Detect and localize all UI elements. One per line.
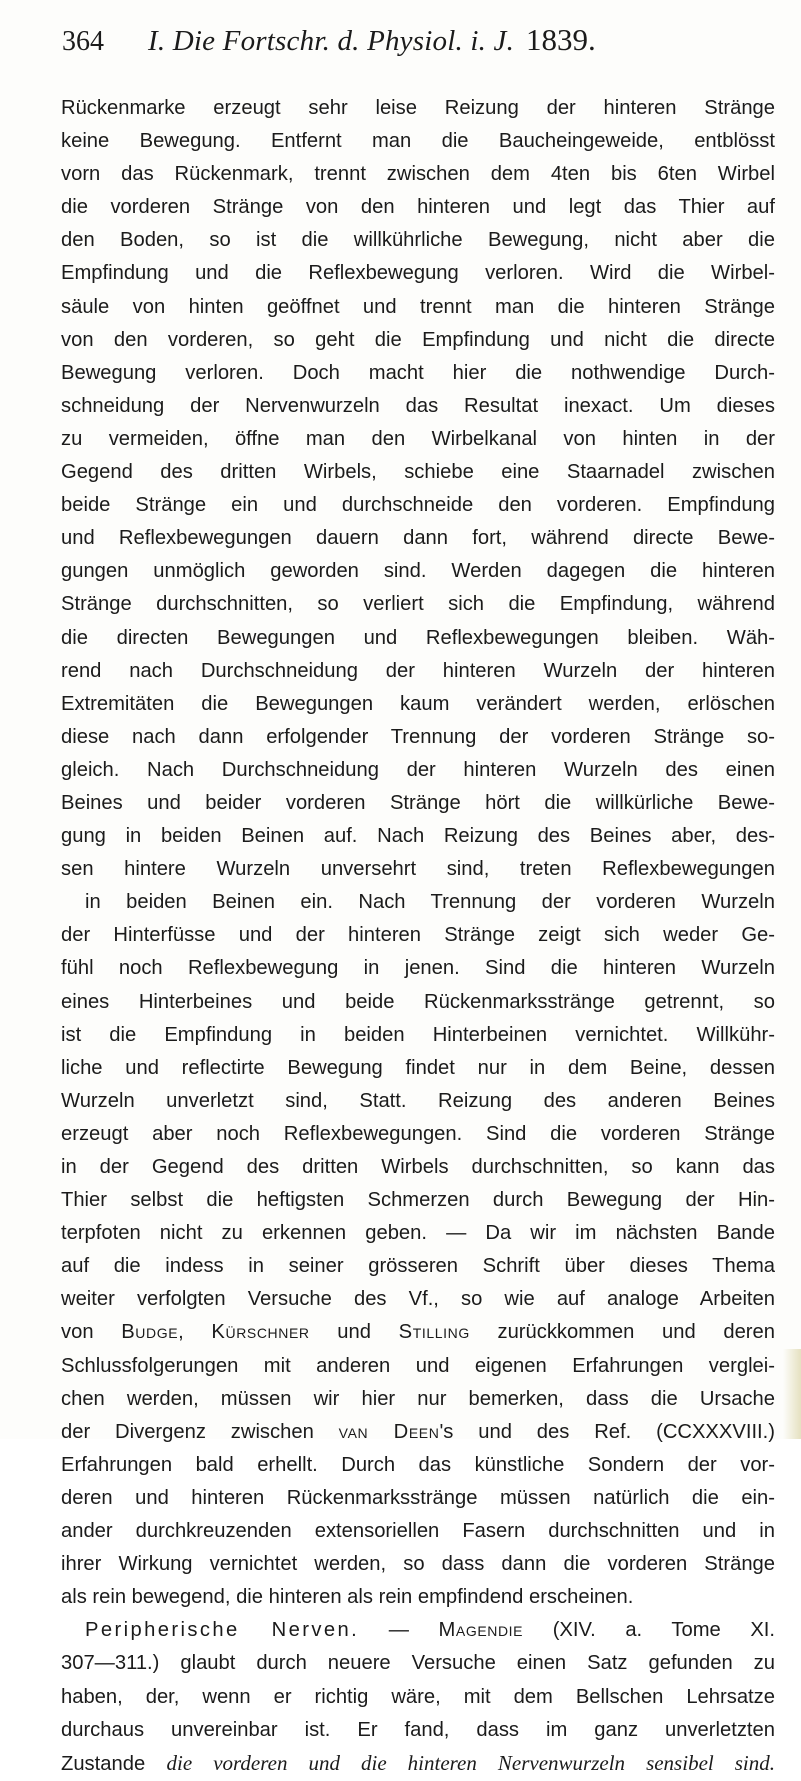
text-line: zu vermeiden, öffne man den Wirbelkanal von hinten in der [61,427,775,450]
text-line: durchaus unvereinbar ist. Er fand, dass im ganz unverletzten [61,1718,775,1741]
text-line: erzeugt aber noch Reflexbewegungen. Sind die vorderen Stränge [61,1122,775,1145]
text-line: weiter verfolgten Versuche des Vf., so wie auf analoge Arbeiten [61,1288,775,1311]
running-title: I. Die Fortschr. d. Physiol. i. J. [148,25,515,57]
text-fragment: 's und des Ref. (CCXXXVIII.) [439,1420,775,1443]
text-line: sen hintere Wurzeln unversehrt sind, treten Reflexbewegungen [61,858,775,881]
text-line-authors [61,1316,775,1349]
section-heading: Peripherische Nerven. [85,1619,360,1642]
author-name: Kürschner [211,1321,310,1344]
text-line: gung in beiden Beinen auf. Nach Reizung des Beines aber, des- [61,825,775,848]
text-fragment: Zustande [61,1752,167,1775]
text-line: Thier selbst die heftigsten Schmerzen durch Bewegung der Hin- [61,1189,775,1212]
text-line: ist die Empfindung in beiden Hinterbeinen vernichtet. Willkühr- [61,1023,775,1046]
text-line: beide Stränge ein und durchschneide den vorderen. Empfindung [61,494,775,517]
text-line: terpfoten nicht zu erkennen geben. — Da wir im nächsten Bande [61,1222,775,1245]
text-line: vorn das Rückenmark, trennt zwischen dem 4ten bis 6ten Wirbel [61,163,775,186]
text-line: gungen unmöglich geworden sind. Werden dagegen die hinteren [61,560,775,583]
text-fragment: von [61,1321,122,1344]
text-fragment: der Divergenz zwischen [61,1420,339,1443]
text-line: Bewegung verloren. Doch macht hier die nothwendige Durch- [61,361,775,384]
text-line: Extremitäten die Bewegungen kaum verändert werden, erlöschen [61,692,775,715]
text-fragment: (XIV. a. Tome XI. [523,1619,776,1642]
text-line: der Hinterfüsse und der hinteren Stränge zeigt sich weder Ge- [61,924,775,947]
text-line: Schlussfolgerungen mit anderen und eigenen Erfahrungen verglei- [61,1354,775,1377]
text-line: deren und hinteren Rückenmarksstränge müssen natürlich die ein- [61,1486,775,1509]
text-line: haben, der, wenn er richtig wäre, mit dem Bellschen Lehrsatze [61,1685,775,1708]
text-line: Wurzeln unverletzt sind, Statt. Reizung des anderen Beines [61,1089,775,1112]
text-line: Empfindung und die Reflexbewegung verloren. Wird die Wirbel- [61,262,775,285]
header-year: 1839. [526,22,596,57]
page-number: 364 [62,26,104,57]
text-line: rend nach Durchschneidung der hinteren Wurzeln der hinteren [61,659,775,682]
text-line: in der Gegend des dritten Wirbels durchschnitten, so kann das [61,1156,775,1178]
text-line: Rückenmarke erzeugt sehr leise Reizung der hinteren Stränge [61,97,775,119]
author-name: Stilling [398,1321,470,1344]
text-line: von den vorderen, so geht die Empfindung und nicht die directe [61,328,775,351]
text-line: auf die indess in seiner grösseren Schrift über dieses Thema [61,1255,775,1278]
text-line: Beines und beider vorderen Stränge hört die willkürliche Bewe- [61,791,775,814]
text-line: säule von hinten geöffnet und trennt man die hinteren Stränge [61,295,775,318]
text-line: liche und reflectirte Bewegung findet nur in dem Beine, dessen [61,1056,775,1079]
text-line: und Reflexbewegungen dauern dann fort, während directe Bewe- [61,527,775,550]
text-fragment: — [359,1619,439,1642]
text-line: gleich. Nach Durchschneidung der hinteren Wurzeln des einen [61,758,775,781]
author-name: Magendie [438,1619,524,1642]
section-line [61,1614,775,1647]
text-line: in beiden Beinen ein. Nach Trennung der vorderen Wurzeln [85,891,775,914]
text-line: 307—311.) glaubt durch neuere Versuche einen Satz gefunden zu [61,1652,775,1675]
text-line-final [61,1747,775,1780]
text-line: Gegend des dritten Wirbels, schiebe eine Staarnadel zwischen [61,461,775,484]
text-line: als rein bewegend, die hinteren als rein empfindend erscheinen. [61,1586,634,1609]
author-name: Budge [121,1321,179,1344]
page-header [62,22,782,64]
text-line: die directen Bewegungen und Reflexbewegungen bleiben. Wäh- [61,626,775,649]
text-line: die vorderen Stränge von den hinteren und legt das Thier auf [61,196,775,219]
text-line: eines Hinterbeines und beide Rückenmarksstränge getrennt, so [61,990,775,1013]
text-fragment: und [309,1321,399,1344]
text-line: ihrer Wirkung vernichtet werden, so dass dann die vorderen Stränge [61,1553,775,1576]
text-line: diese nach dann erfolgender Trennung der vorderen Stränge so- [61,725,775,748]
italic-emphasis: die vorderen und die hinteren Nervenwurzeln sensibel sind. [166,1750,775,1775]
text-fragment: , [178,1321,212,1344]
author-name: van Deen [338,1420,440,1443]
text-fragment: zurückkommen und deren [469,1321,775,1344]
text-line: chen werden, müssen wir hier nur bemerken, dass die Ursache [61,1387,775,1410]
text-line: den Boden, so ist die willkührliche Bewegung, nicht aber die [61,229,775,252]
text-line: schneidung der Nervenwurzeln das Resultat inexact. Um dieses [61,394,775,417]
text-line: Erfahrungen bald erhellt. Durch das künstliche Sondern der vor- [61,1453,775,1476]
text-line-authors [61,1416,775,1449]
paper-stain [783,1349,801,1439]
text-line: ander durchkreuzenden extensoriellen Fasern durchschnitten und in [61,1520,775,1543]
body-text [61,92,775,1780]
text-line: fühl noch Reflexbewegung in jenen. Sind die hinteren Wurzeln [61,957,775,980]
text-line: Stränge durchschnitten, so verliert sich die Empfindung, während [61,593,775,616]
text-line: keine Bewegung. Entfernt man die Baucheingeweide, entblösst [61,130,775,153]
